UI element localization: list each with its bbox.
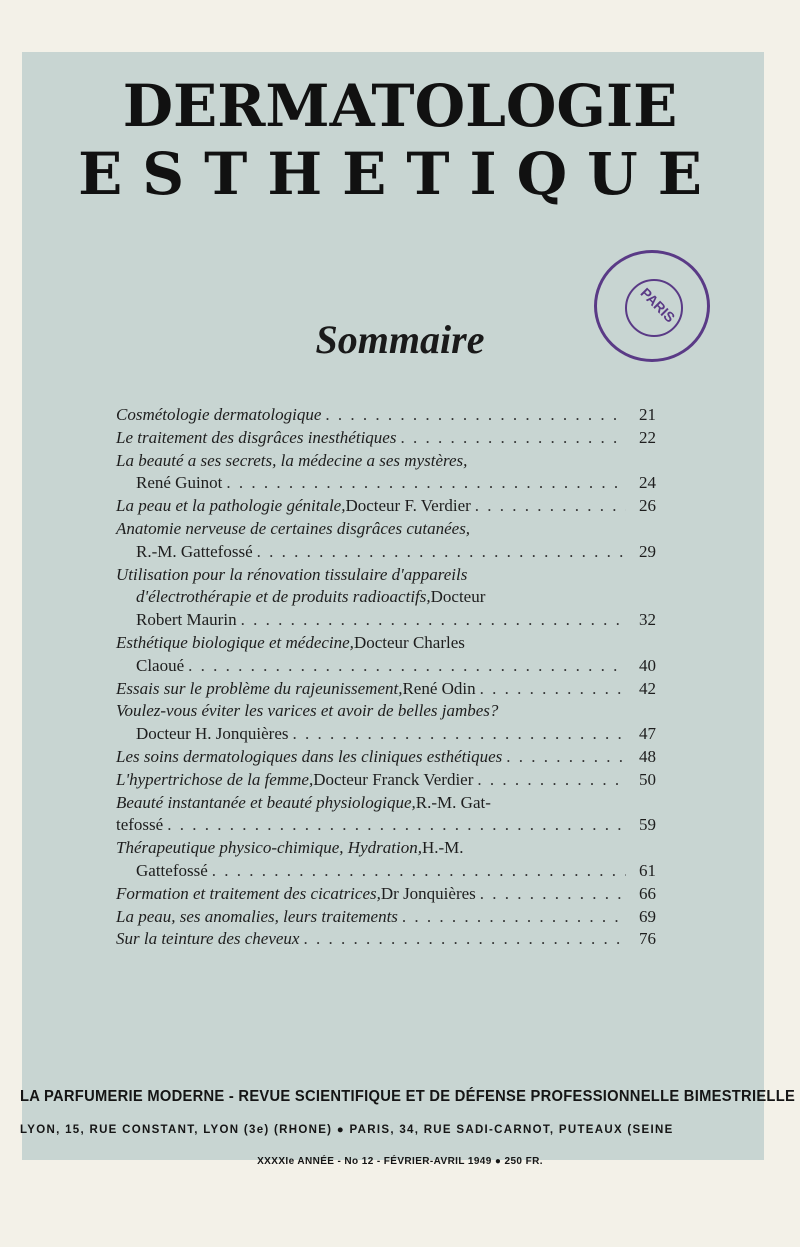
toc-leader-dots — [303, 928, 626, 951]
toc-article-title: La peau et la pathologie génitale, — [116, 496, 346, 516]
toc-leader-dots — [475, 495, 626, 518]
toc-page-number: 66 — [639, 883, 656, 903]
toc-author: Gattefossé — [136, 860, 208, 880]
toc-entry — [116, 837, 656, 883]
toc-line — [116, 678, 656, 701]
toc-line — [116, 837, 656, 860]
toc-leader-dots — [212, 860, 626, 883]
toc-line — [116, 792, 656, 815]
toc-article-title: Beauté instantanée et beauté physiologique, — [116, 792, 416, 812]
toc-article-title: Esthétique biologique et médecine, — [116, 632, 354, 652]
toc-article-title: Formation et traitement des cicatrices, — [116, 883, 381, 903]
toc-line — [116, 450, 656, 473]
toc-entry — [116, 769, 656, 792]
address-line: LYON, 15, RUE CONSTANT, LYON (3e) (RHONE) ● PARIS, 34, RUE SADI-CARNOT, PUTEAUX (SEINE — [20, 1124, 674, 1136]
toc-page-number: 32 — [639, 610, 656, 630]
toc-page-number: 50 — [639, 769, 656, 789]
toc-line — [116, 723, 656, 746]
toc-article-title: Cosmétologie dermatologique — [116, 405, 322, 424]
toc-article-title: Utilisation pour la rénovation tissulaire d'appareils — [116, 564, 468, 584]
publication-line: LA PARFUMERIE MODERNE - REVUE SCIENTIFIQUE ET DE DÉFENSE PROFESSIONNELLE BIMESTRIELLE — [20, 1088, 796, 1105]
toc-entry — [116, 427, 656, 450]
toc-author: Docteur F. Verdier — [345, 496, 471, 516]
toc-article-title: La beauté a ses secrets, la médecine a ses mystères, — [116, 450, 468, 470]
toc-page-number: 40 — [639, 655, 656, 675]
toc-page-number: 48 — [639, 746, 656, 766]
toc-leader-dots — [402, 906, 626, 929]
toc-entry — [116, 495, 656, 518]
table-of-contents — [116, 404, 656, 951]
toc-article-title: Anatomie nerveuse de certaines disgrâces cutanées, — [116, 518, 471, 538]
toc-line — [116, 883, 656, 906]
toc-line — [116, 586, 656, 609]
toc-line — [116, 860, 656, 883]
toc-author: Robert Maurin — [136, 610, 237, 630]
toc-page-number: 42 — [639, 678, 656, 698]
toc-author: H.-M. — [421, 838, 464, 858]
toc-author: Claoué — [136, 655, 185, 675]
toc-page-number: 76 — [639, 929, 656, 949]
toc-author: Docteur — [430, 587, 486, 607]
toc-line — [116, 655, 656, 678]
toc-author: tefossé — [116, 815, 164, 835]
toc-line — [116, 472, 656, 495]
toc-article-title: La peau, ses anomalies, leurs traitements — [116, 906, 398, 926]
toc-article-title: Les soins dermatologiques dans les cliniques esthétiques — [116, 746, 503, 766]
toc-author: Dr Jonquières — [380, 883, 476, 903]
toc-line — [116, 632, 656, 655]
toc-leader-dots — [477, 769, 626, 792]
toc-line — [116, 541, 656, 564]
toc-page-number: 26 — [639, 496, 656, 516]
toc-entry — [116, 883, 656, 906]
toc-author: René Odin — [402, 678, 476, 698]
toc-author: Docteur Franck Verdier — [313, 769, 474, 789]
toc-entry — [116, 792, 656, 838]
toc-line — [116, 700, 656, 723]
toc-entry — [116, 564, 656, 632]
toc-page-number: 69 — [639, 906, 656, 926]
stamp-text: PARIS — [637, 284, 679, 326]
contents-heading: Sommaire — [315, 317, 485, 362]
toc-leader-dots — [480, 678, 626, 701]
toc-line — [116, 906, 656, 929]
issue-line: XXXXIe ANNÉE - No 12 - FÉVRIER-AVRIL 1949 ● 250 FR. — [257, 1156, 543, 1167]
toc-page-number: 47 — [639, 724, 656, 744]
toc-line — [116, 495, 656, 518]
toc-entry — [116, 700, 656, 746]
toc-line — [116, 427, 656, 450]
toc-entry — [116, 518, 656, 564]
toc-page-number: 24 — [639, 473, 656, 493]
toc-author: Docteur H. Jonquières — [136, 724, 289, 744]
toc-leader-dots — [188, 655, 626, 678]
toc-line — [116, 928, 656, 951]
toc-entry — [116, 746, 656, 769]
toc-entry — [116, 928, 656, 951]
journal-title-line2: ESTHETIQUE — [78, 140, 722, 208]
toc-page-number: 22 — [639, 427, 656, 447]
toc-article-title: L'hypertrichose de la femme, — [116, 769, 314, 789]
toc-line — [116, 814, 656, 837]
toc-leader-dots — [226, 472, 626, 495]
toc-line — [116, 518, 656, 541]
toc-page-number: 21 — [639, 405, 656, 424]
toc-article-title: Thérapeutique physico-chimique, Hydration, — [116, 838, 422, 858]
toc-entry — [116, 678, 656, 701]
toc-article-title: Le traitement des disgrâces inesthétiques — [116, 427, 397, 447]
toc-line — [116, 746, 656, 769]
toc-leader-dots — [167, 814, 626, 837]
toc-line — [116, 404, 656, 427]
toc-article-title: Sur la teinture des cheveux — [116, 929, 300, 949]
toc-line — [116, 609, 656, 632]
toc-page-number: 29 — [639, 541, 656, 561]
toc-page-number: 61 — [639, 860, 656, 880]
toc-line — [116, 564, 656, 587]
toc-article-title: Essais sur le problème du rajeunissement, — [116, 678, 403, 698]
toc-author: R.-M. Gattefossé — [136, 541, 253, 561]
toc-entry — [116, 404, 656, 427]
toc-leader-dots — [480, 883, 626, 906]
toc-author: R.-M. Gat- — [415, 792, 491, 812]
toc-article-title: d'électrothérapie et de produits radioactifs, — [136, 587, 431, 607]
toc-leader-dots — [400, 427, 626, 450]
toc-line — [116, 769, 656, 792]
toc-leader-dots — [241, 609, 626, 632]
toc-entry — [116, 906, 656, 929]
toc-author: René Guinot — [136, 473, 223, 493]
toc-author: Docteur Charles — [353, 632, 465, 652]
toc-entry — [116, 632, 656, 678]
toc-leader-dots — [293, 723, 627, 746]
toc-leader-dots — [506, 746, 626, 769]
toc-leader-dots — [325, 404, 626, 427]
toc-leader-dots — [257, 541, 626, 564]
journal-title-line1: DERMATOLOGIE — [122, 72, 678, 140]
toc-article-title: Voulez-vous éviter les varices et avoir de belles jambes? — [116, 701, 499, 721]
toc-entry — [116, 450, 656, 496]
toc-page-number: 59 — [639, 815, 656, 835]
